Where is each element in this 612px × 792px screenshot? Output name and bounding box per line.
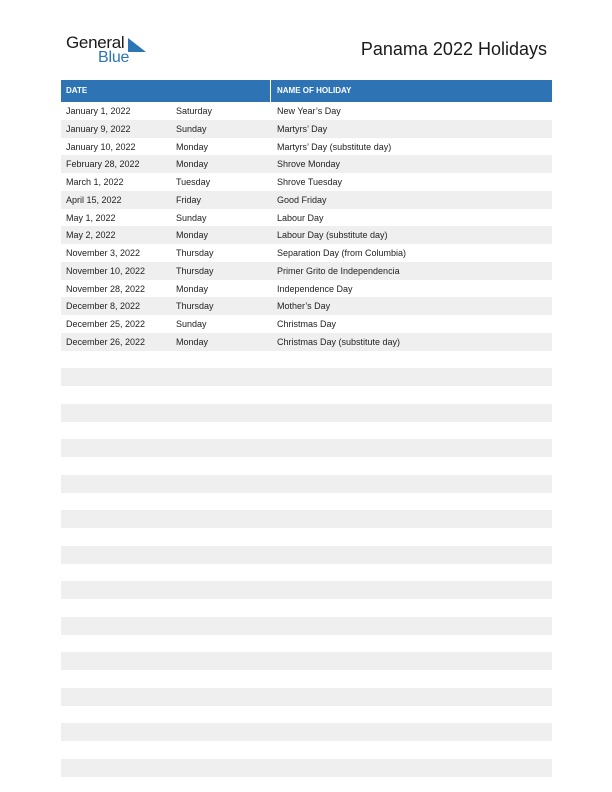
holiday-name: Primer Grito de Independencia — [277, 265, 400, 276]
holiday-date: November 28, 2022 — [66, 283, 146, 294]
table-row — [61, 351, 552, 369]
table-row — [61, 599, 552, 617]
table-row — [61, 297, 552, 315]
table-row — [61, 280, 552, 298]
logo-word-general: General — [66, 33, 125, 52]
table-row — [61, 226, 552, 244]
table-row — [61, 244, 552, 262]
holiday-name: Independence Day — [277, 283, 353, 294]
table-row — [61, 173, 552, 191]
holiday-date: May 2, 2022 — [66, 230, 116, 241]
table-row — [61, 315, 552, 333]
table-row — [61, 475, 552, 493]
table-row — [61, 333, 552, 351]
table-row — [61, 102, 552, 120]
holiday-date: November 10, 2022 — [66, 265, 146, 276]
holiday-weekday: Thursday — [176, 301, 214, 312]
table-row — [61, 422, 552, 440]
table-row — [61, 368, 552, 386]
table-row — [61, 706, 552, 724]
holiday-name: Martyrs’ Day — [277, 123, 328, 134]
table-row — [61, 581, 552, 599]
general-blue-logo — [66, 33, 156, 69]
header-date: DATE — [66, 86, 88, 95]
holiday-name: Shrove Tuesday — [277, 177, 343, 187]
holiday-weekday: Thursday — [176, 248, 214, 258]
holiday-date: January 1, 2022 — [66, 106, 131, 116]
holiday-date: January 9, 2022 — [66, 123, 131, 134]
holiday-weekday: Sunday — [176, 212, 207, 223]
holiday-date: December 25, 2022 — [66, 319, 146, 329]
table-row — [61, 723, 552, 741]
holiday-date: April 15, 2022 — [66, 194, 122, 205]
table-row — [61, 652, 552, 670]
holiday-table — [61, 80, 552, 777]
table-row — [61, 564, 552, 582]
holiday-name: Shrove Monday — [277, 159, 341, 170]
holiday-weekday: Tuesday — [176, 177, 211, 187]
holiday-weekday: Monday — [176, 159, 209, 170]
holiday-date: February 28, 2022 — [66, 159, 140, 170]
table-row — [61, 546, 552, 564]
holiday-name: Labour Day (substitute day) — [277, 230, 388, 241]
holiday-weekday: Friday — [176, 194, 202, 205]
holiday-date: May 1, 2022 — [66, 212, 116, 223]
table-row — [61, 138, 552, 156]
logo-word-blue: Blue — [98, 49, 130, 66]
holiday-date: November 3, 2022 — [66, 248, 141, 258]
holiday-weekday: Monday — [176, 283, 209, 294]
table-row — [61, 688, 552, 706]
table-row — [61, 262, 552, 280]
holiday-name: Good Friday — [277, 194, 327, 205]
table-row — [61, 617, 552, 635]
table-row — [61, 493, 552, 511]
holiday-date: January 10, 2022 — [66, 141, 136, 152]
holiday-weekday: Monday — [176, 336, 209, 347]
table-row — [61, 155, 552, 173]
holiday-name: Separation Day (from Columbia) — [277, 248, 407, 258]
table-row — [61, 120, 552, 138]
holiday-name: Christmas Day — [277, 319, 337, 329]
holiday-name: Christmas Day (substitute day) — [277, 336, 401, 347]
table-row — [61, 510, 552, 528]
document-title: Panama 2022 Holidays — [360, 39, 547, 59]
holiday-weekday: Thursday — [176, 265, 214, 276]
holiday-name: New Year’s Day — [277, 106, 341, 116]
holiday-weekday: Sunday — [176, 123, 207, 134]
holiday-name: Labour Day — [277, 212, 324, 223]
holiday-date: December 26, 2022 — [66, 336, 146, 347]
table-row — [61, 741, 552, 759]
table-row — [61, 191, 552, 209]
table-row — [61, 386, 552, 404]
table-row — [61, 439, 552, 457]
holiday-date: December 8, 2022 — [66, 301, 141, 312]
table-row — [61, 404, 552, 422]
table-row — [61, 209, 552, 227]
table-row — [61, 528, 552, 546]
holiday-date: March 1, 2022 — [66, 177, 124, 187]
header-divider — [270, 80, 271, 102]
holiday-weekday: Monday — [176, 141, 209, 152]
table-header — [61, 80, 552, 102]
header-holiday-name: NAME OF HOLIDAY — [277, 86, 352, 95]
holiday-name: Martyrs’ Day (substitute day) — [277, 141, 392, 152]
holiday-weekday: Saturday — [176, 106, 213, 116]
holiday-weekday: Sunday — [176, 319, 207, 329]
table-row — [61, 457, 552, 475]
holiday-name: Mother’s Day — [277, 301, 331, 312]
holiday-weekday: Monday — [176, 230, 209, 241]
table-body — [61, 102, 552, 777]
table-row — [61, 670, 552, 688]
table-row — [61, 759, 552, 777]
table-row — [61, 635, 552, 653]
